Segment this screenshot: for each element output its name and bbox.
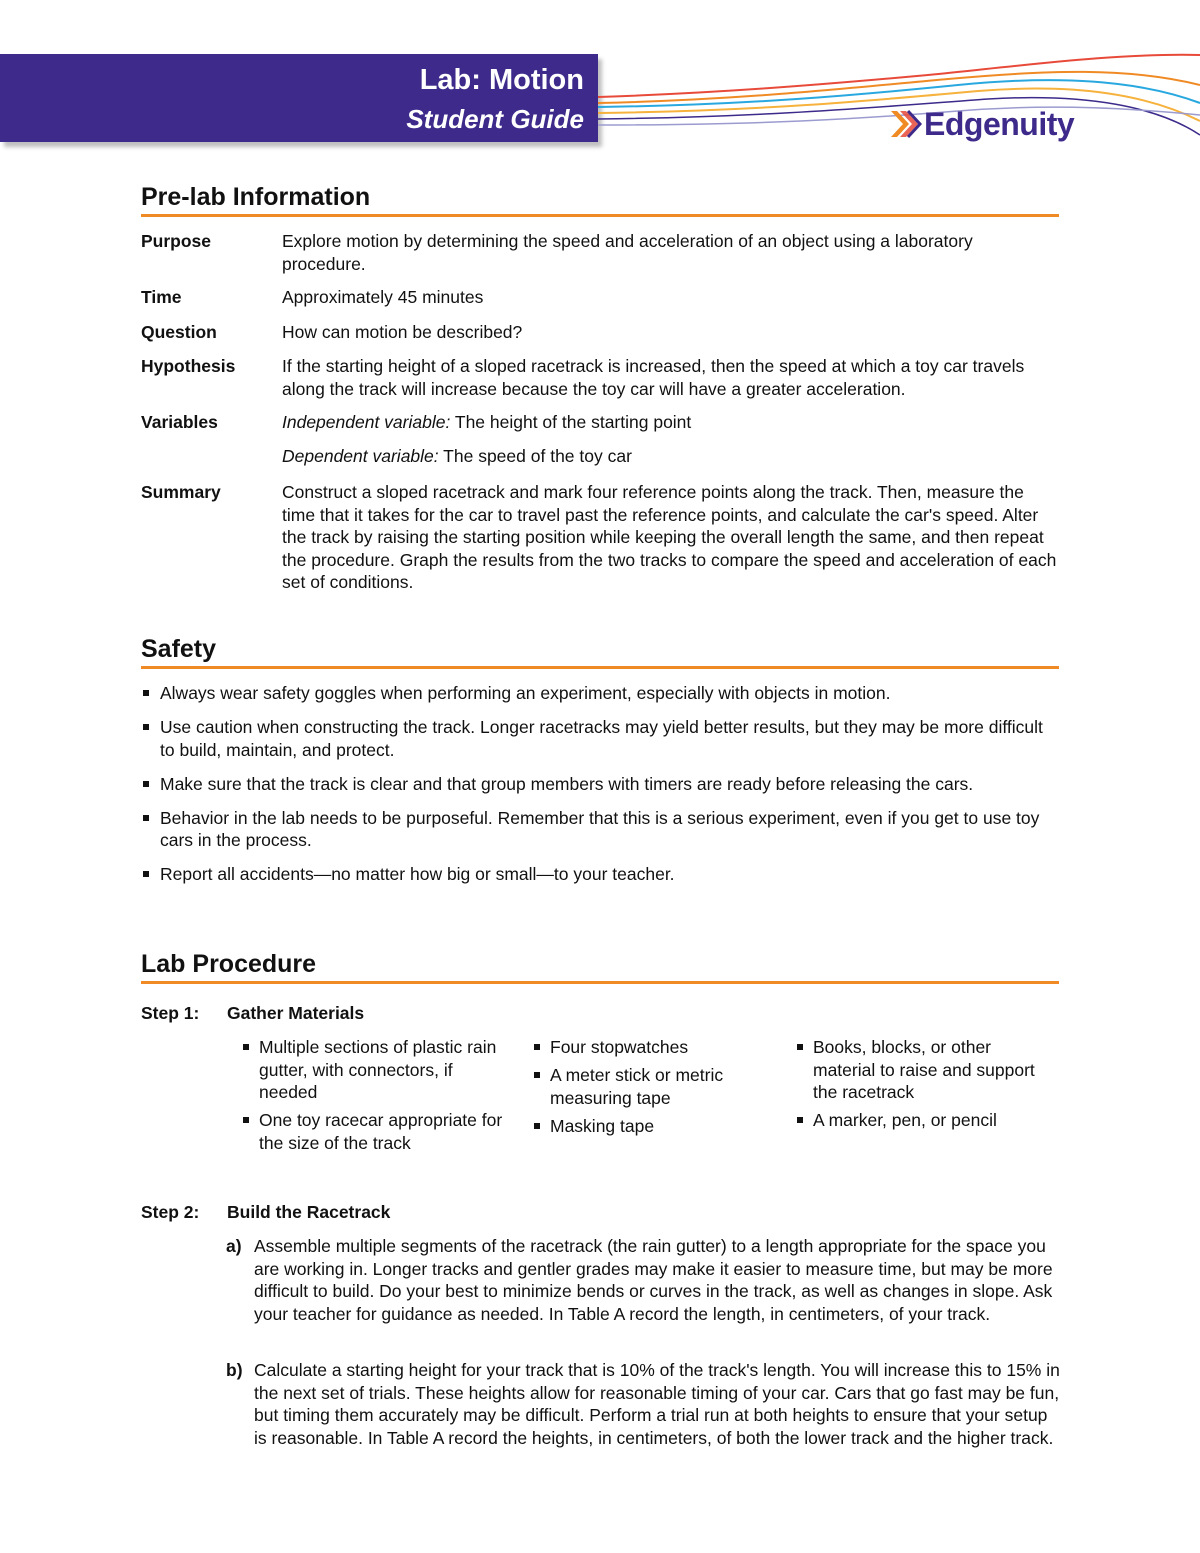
independent-variable: [282, 411, 1060, 434]
materials-column-2: [532, 1036, 764, 1143]
summary-text: Construct a sloped racetrack and mark four reference points along the track. Then, measure the time that it takes for the car to travel past the reference points, and calculate the car's speed. Alter the track by raising the starting position while keeping the overall length the same, and then repeat the procedure. Graph the results from the two tracks to compare the speed and acceleration of each set of conditions.: [282, 482, 1057, 592]
list-item: Masking tape: [532, 1115, 764, 1138]
item-text: Calculate a starting height for your track that is 10% of the track's length. You will increase this to 15% in the next set of trials. These heights allow for reasonable timing of your car. Cars that go fast may be fun, but timing them accurately may be difficult. Perform a trial run at both heights to ensure that your setup is reasonable. In Table A record the heights, in centimeters, of both the lower track and the higher track.: [254, 1360, 1060, 1448]
materials-column-3: [795, 1036, 1035, 1137]
step2-item-a: [226, 1235, 1061, 1325]
edgenuity-logo: [888, 104, 1074, 144]
step2-item-b: [226, 1359, 1061, 1449]
dependent-variable: [282, 445, 1060, 468]
section-rule: [141, 981, 1059, 984]
logo-wordmark: Edgenuity: [924, 105, 1075, 142]
safety-title: Safety: [141, 635, 217, 663]
list-item: Report all accidents—no matter how big or small—to your teacher.: [141, 863, 1061, 886]
section-rule: [141, 214, 1059, 217]
step1-heading: [141, 1003, 364, 1024]
list-item: Books, blocks, or other material to raise and support the racetrack: [795, 1036, 1035, 1104]
question-label: Question: [141, 322, 217, 342]
item-text: Assemble multiple segments of the racetrack (the rain gutter) to a length appropriate for the space you are working in. Longer tracks and gentler grades may make it easier to measure time, but may be more difficult to build. Do your best to minimize bends or curves in the track, as well as changes in slope. Ask your teacher for guidance as needed. In Table A record the length, in centimeters, of your track.: [254, 1236, 1053, 1324]
list-item: A meter stick or metric measuring tape: [532, 1064, 764, 1109]
purpose-text: Explore motion by determining the speed and acceleration of an object using a laboratory procedure.: [282, 231, 973, 274]
step2-title: Build the Racetrack: [227, 1202, 391, 1222]
time-text: Approximately 45 minutes: [282, 287, 484, 307]
list-item: Four stopwatches: [532, 1036, 764, 1059]
item-letter: a): [226, 1236, 242, 1256]
question-text: How can motion be described?: [282, 322, 523, 342]
hypothesis-text: If the starting height of a sloped racetrack is increased, then the speed at which a toy car travels along the track will increase because the toy car will have a greater acceleration.: [282, 356, 1025, 399]
list-item: Multiple sections of plastic rain gutter, with connectors, if needed: [241, 1036, 503, 1104]
item-letter: b): [226, 1360, 243, 1380]
safety-list: [141, 682, 1061, 897]
variables-label: Variables: [141, 412, 218, 432]
time-label: Time: [141, 287, 182, 307]
list-item: One toy racecar appropriate for the size of the track: [241, 1109, 503, 1154]
list-item: Behavior in the lab needs to be purposeful. Remember that this is a serious experiment, even if you get to use toy cars in the process.: [141, 807, 1061, 852]
list-item: Make sure that the track is clear and that group members with timers are ready before releasing the cars.: [141, 773, 1061, 796]
step1-title: Gather Materials: [227, 1003, 365, 1023]
purpose-label: Purpose: [141, 231, 212, 251]
step1-number: Step 1:: [141, 1003, 200, 1023]
list-item: Always wear safety goggles when performing an experiment, especially with objects in motion.: [141, 682, 1061, 705]
list-item: Use caution when constructing the track. Longer racetracks may yield better results, but they may be more difficult to build, maintain, and protect.: [141, 716, 1061, 761]
step2-heading: [141, 1202, 390, 1223]
list-item: A marker, pen, or pencil: [795, 1109, 1035, 1132]
doc-subtitle: Student Guide: [406, 104, 584, 134]
summary-label: Summary: [141, 482, 221, 502]
dependent-variable-text: The speed of the toy car: [438, 446, 632, 466]
procedure-title: Lab Procedure: [141, 950, 317, 978]
prelab-title: Pre-lab Information: [141, 183, 371, 211]
materials-column-1: [241, 1036, 503, 1160]
step2-number: Step 2:: [141, 1202, 200, 1222]
independent-variable-label: Independent variable:: [282, 412, 451, 432]
section-rule: [141, 666, 1059, 669]
logo-x-icon: [888, 107, 922, 141]
doc-title: Lab: Motion: [419, 64, 584, 96]
independent-variable-text: The height of the starting point: [450, 412, 692, 432]
header-banner: [0, 54, 598, 142]
dependent-variable-label: Dependent variable:: [282, 446, 439, 466]
hypothesis-label: Hypothesis: [141, 356, 236, 376]
